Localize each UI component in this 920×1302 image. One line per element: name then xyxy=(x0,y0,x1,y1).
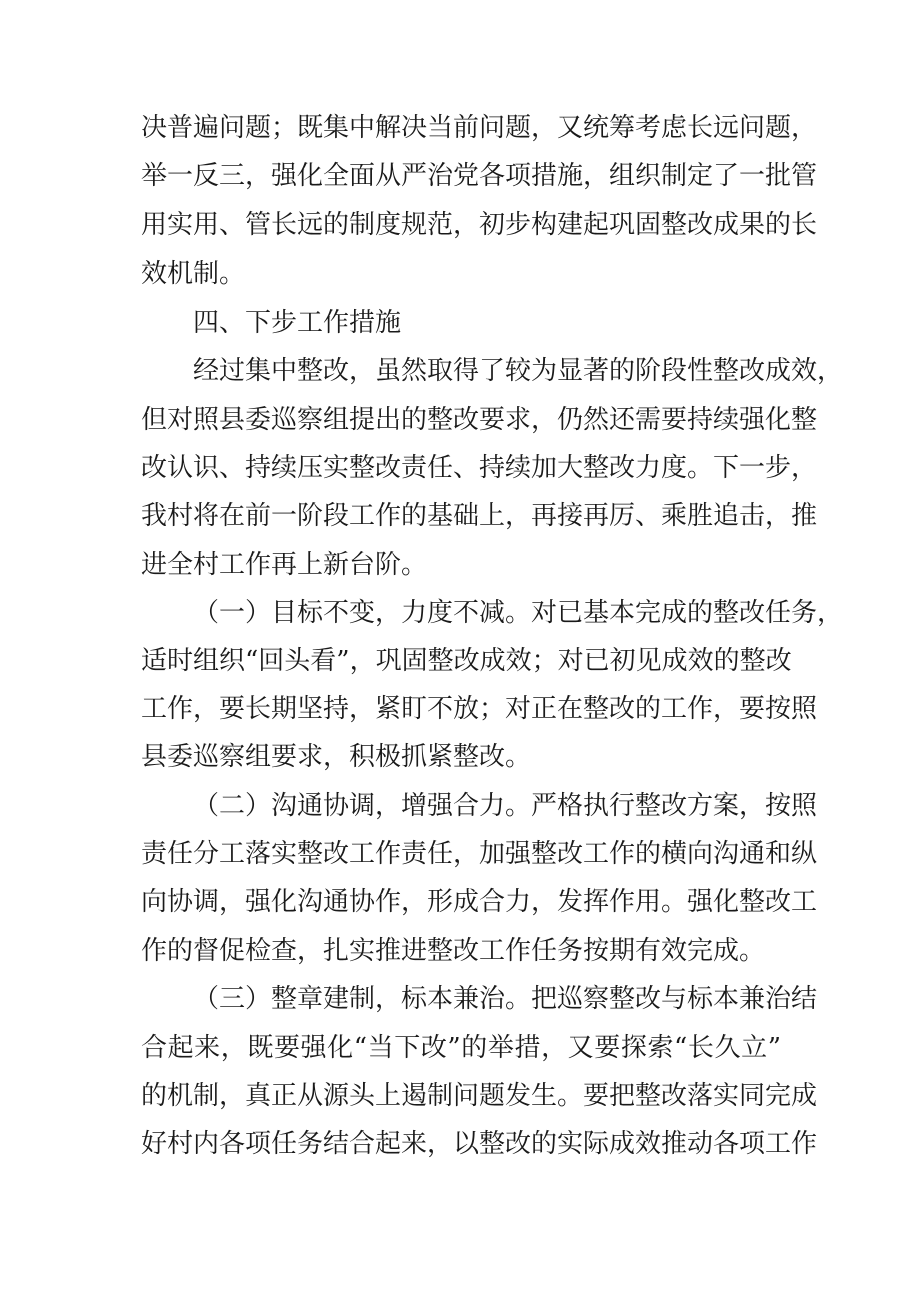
text-line: 但对照县委巡察组提出的整改要求，仍然还需要持续强化整 xyxy=(141,405,818,435)
text-line: 我村将在前一阶段工作的基础上，再接再厉、乘胜追击，推 xyxy=(141,501,818,531)
text-line: 作的督促检查，扎实推进整改工作任务按期有效完成。 xyxy=(141,936,766,966)
text-line: 好村内各项任务结合起来，以整改的实际成效推动各项工作 xyxy=(141,1129,818,1159)
text-line: 改认识、持续压实整改责任、持续加大整改力度。下一步， xyxy=(141,453,818,483)
text-line: 进全村工作再上新台阶。 xyxy=(141,550,428,580)
text-line: 向协调，强化沟通协作，形成合力，发挥作用。强化整改工 xyxy=(141,887,818,917)
text-line: 用实用、管长远的制度规范，初步构建起巩固整改成果的长 xyxy=(141,210,818,240)
text-line: 效机制。 xyxy=(141,259,246,289)
section-heading: 四、下步工作措施 xyxy=(193,308,402,338)
paragraph-first-line: （二）沟通协调，增强合力。严格执行整改方案，按照 xyxy=(193,791,818,821)
text-line: 工作，要长期坚持，紧盯不放；对正在整改的工作，要按照 xyxy=(141,694,818,724)
paragraph-first-line: （一）目标不变，力度不减。对已基本完成的整改任务， xyxy=(193,598,844,628)
text-line: 举一反三，强化全面从严治党各项措施，组织制定了一批管 xyxy=(141,161,818,191)
text-line: 县委巡察组要求，积极抓紧整改。 xyxy=(141,742,532,772)
paragraph-first-line: （三）整章建制，标本兼治。把巡察整改与标本兼治结 xyxy=(193,984,818,1014)
text-line: 合起来，既要强化“当下改”的举措，又要探索“长久立” xyxy=(141,1033,781,1063)
text-line: 决普遍问题；既集中解决当前问题，又统筹考虑长远问题， xyxy=(141,113,818,143)
text-line: 责任分工落实整改工作责任，加强整改工作的横向沟通和纵 xyxy=(141,839,818,869)
text-line: 的机制，真正从源头上遏制问题发生。要把整改落实同完成 xyxy=(141,1081,818,1111)
text-line: 适时组织“回头看”，巩固整改成效；对已初见成效的整改 xyxy=(141,646,792,676)
paragraph-first-line: 经过集中整改，虽然取得了较为显著的阶段性整改成效， xyxy=(193,356,844,386)
